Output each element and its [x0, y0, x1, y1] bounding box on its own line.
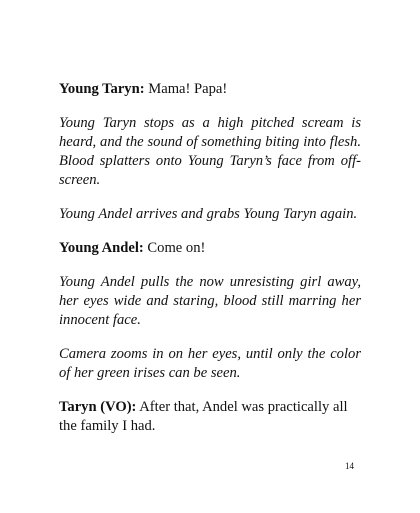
action-camera-zoom: Camera zooms in on her eyes, until only the color of her green irises can be seen. [59, 346, 361, 381]
dialogue-taryn-vo [59, 398, 361, 436]
script-content [59, 80, 361, 451]
dialogue-line: After that, Andel was practically all the family I had. [59, 399, 348, 434]
action-andel-arrives: Young Andel arrives and grabs Young Taryn again. [59, 206, 358, 222]
dialogue-young-andel [59, 239, 361, 258]
dialogue-young-taryn [59, 80, 361, 99]
dialogue-line: Mama! Papa! [148, 81, 228, 97]
page-number: 14 [345, 461, 354, 471]
dialogue-line: Come on! [147, 240, 206, 256]
action-pulls-away: Young Andel pulls the now unresisting girl away, her eyes wide and staring, blood still marring her innocent face. [59, 274, 361, 328]
action-scream: Young Taryn stops as a high pitched scream is heard, and the sound of something biting into flesh. Blood splatters onto Young Taryn’s face from off-screen. [59, 115, 361, 188]
speaker-name: Young Andel: [59, 240, 144, 256]
speaker-name: Young Taryn: [59, 81, 145, 97]
speaker-name: Taryn (VO): [59, 399, 137, 415]
